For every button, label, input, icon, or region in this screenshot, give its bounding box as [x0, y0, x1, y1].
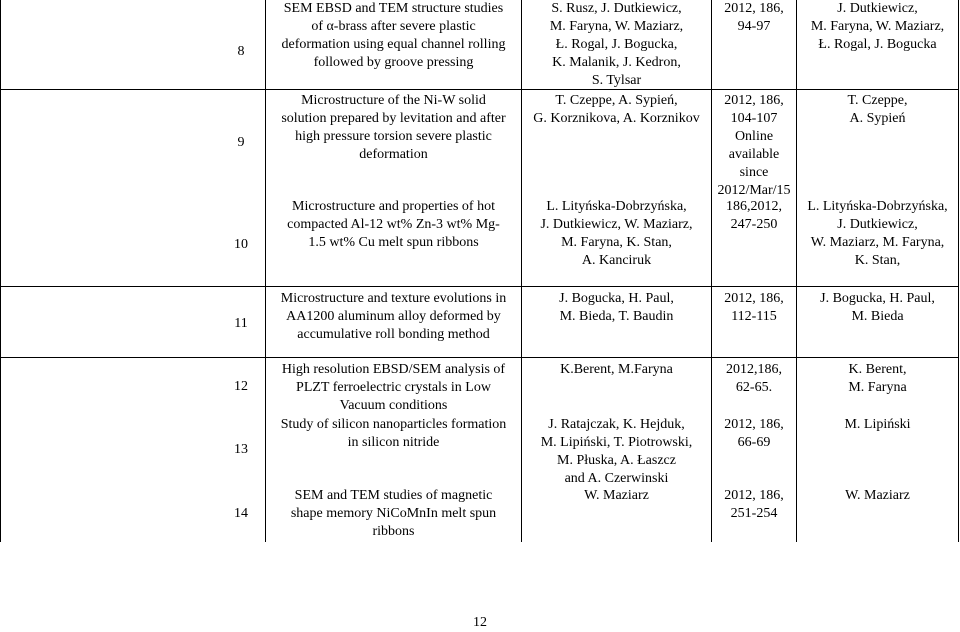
- page-number: 12: [473, 615, 487, 630]
- paper-source: 186,2012, 247-250: [726, 199, 782, 232]
- paper-authors: W. Maziarz: [584, 488, 649, 503]
- paper-reporters: M. Lipiński: [844, 417, 911, 432]
- paper-reporters: L. Lityńska-Dobrzyńska, J. Dutkiewicz, W. Maziarz, M. Faryna, K. Stan,: [807, 199, 948, 268]
- paper-title: Microstructure and properties of hot compacted Al-12 wt% Zn-3 wt% Mg- 1.5 wt% Cu melt spun ribbons: [287, 199, 500, 250]
- paper-title: Microstructure and texture evolutions in AA1200 aluminum alloy deformed by accumulative roll bonding method: [280, 291, 507, 342]
- paper-title: Study of silicon nanoparticles formation in silicon nitride: [280, 417, 507, 450]
- column-divider: [265, 0, 266, 542]
- paper-source: 2012, 186, 94-97: [724, 1, 784, 34]
- row-number: 9: [237, 135, 245, 150]
- row-divider: [0, 89, 959, 90]
- paper-reporters: T. Czeppe, A. Sypień: [847, 93, 908, 126]
- paper-reporters: K. Berent, M. Faryna: [848, 362, 907, 395]
- table-border-left: [0, 0, 1, 542]
- paper-title: SEM EBSD and TEM structure studies of α-brass after severe plastic deformation using equal channel rolling followed by groove pressing: [281, 1, 506, 70]
- row-divider: [0, 357, 959, 358]
- paper-authors: L. Lityńska-Dobrzyńska, J. Dutkiewicz, W. Maziarz, M. Faryna, K. Stan, A. Kanciruk: [540, 199, 693, 268]
- row-number: 8: [237, 44, 245, 59]
- row-number: 12: [234, 379, 248, 394]
- row-number: 11: [234, 316, 248, 331]
- paper-source: 2012, 186, 251-254: [724, 488, 784, 521]
- paper-title: High resolution EBSD/SEM analysis of PLZT ferroelectric crystals in Low Vacuum conditions: [281, 362, 506, 413]
- paper-source: 2012, 186, 112-115: [724, 291, 784, 324]
- paper-authors: T. Czeppe, A. Sypień, G. Korznikova, A. Korznikov: [533, 93, 700, 126]
- column-divider: [711, 0, 712, 542]
- paper-authors: K.Berent, M.Faryna: [560, 362, 673, 377]
- row-number: 14: [234, 506, 248, 521]
- paper-source: 2012, 186, 66-69: [724, 417, 784, 450]
- paper-title: SEM and TEM studies of magnetic shape memory NiCoMnIn melt spun ribbons: [290, 488, 497, 539]
- paper-title: Microstructure of the Ni-W solid solution prepared by levitation and after high pressure torsion severe plastic deformation: [281, 93, 506, 162]
- paper-authors: S. Rusz, J. Dutkiewicz, M. Faryna, W. Maziarz, Ł. Rogal, J. Bogucka, K. Malanik, J. Kedron, S. Tylsar: [549, 1, 684, 88]
- row-number: 13: [234, 442, 248, 457]
- paper-reporters: J. Dutkiewicz, M. Faryna, W. Maziarz, Ł. Rogal, J. Bogucka: [810, 1, 945, 52]
- table-border-right: [958, 0, 959, 542]
- paper-authors: J. Ratajczak, K. Hejduk, M. Lipiński, T. Piotrowski, M. Płuska, A. Łaszcz and A. Czerwinski: [540, 417, 693, 486]
- row-number: 10: [234, 237, 248, 252]
- column-divider: [796, 0, 797, 542]
- paper-source: 2012,186, 62-65.: [726, 362, 782, 395]
- paper-source: 2012, 186, 104-107 Online available since 2012/Mar/15: [717, 93, 791, 198]
- paper-authors: J. Bogucka, H. Paul, M. Bieda, T. Baudin: [559, 291, 674, 324]
- paper-reporters: W. Maziarz: [845, 488, 910, 503]
- row-divider: [0, 286, 959, 287]
- paper-reporters: J. Bogucka, H. Paul, M. Bieda: [820, 291, 935, 324]
